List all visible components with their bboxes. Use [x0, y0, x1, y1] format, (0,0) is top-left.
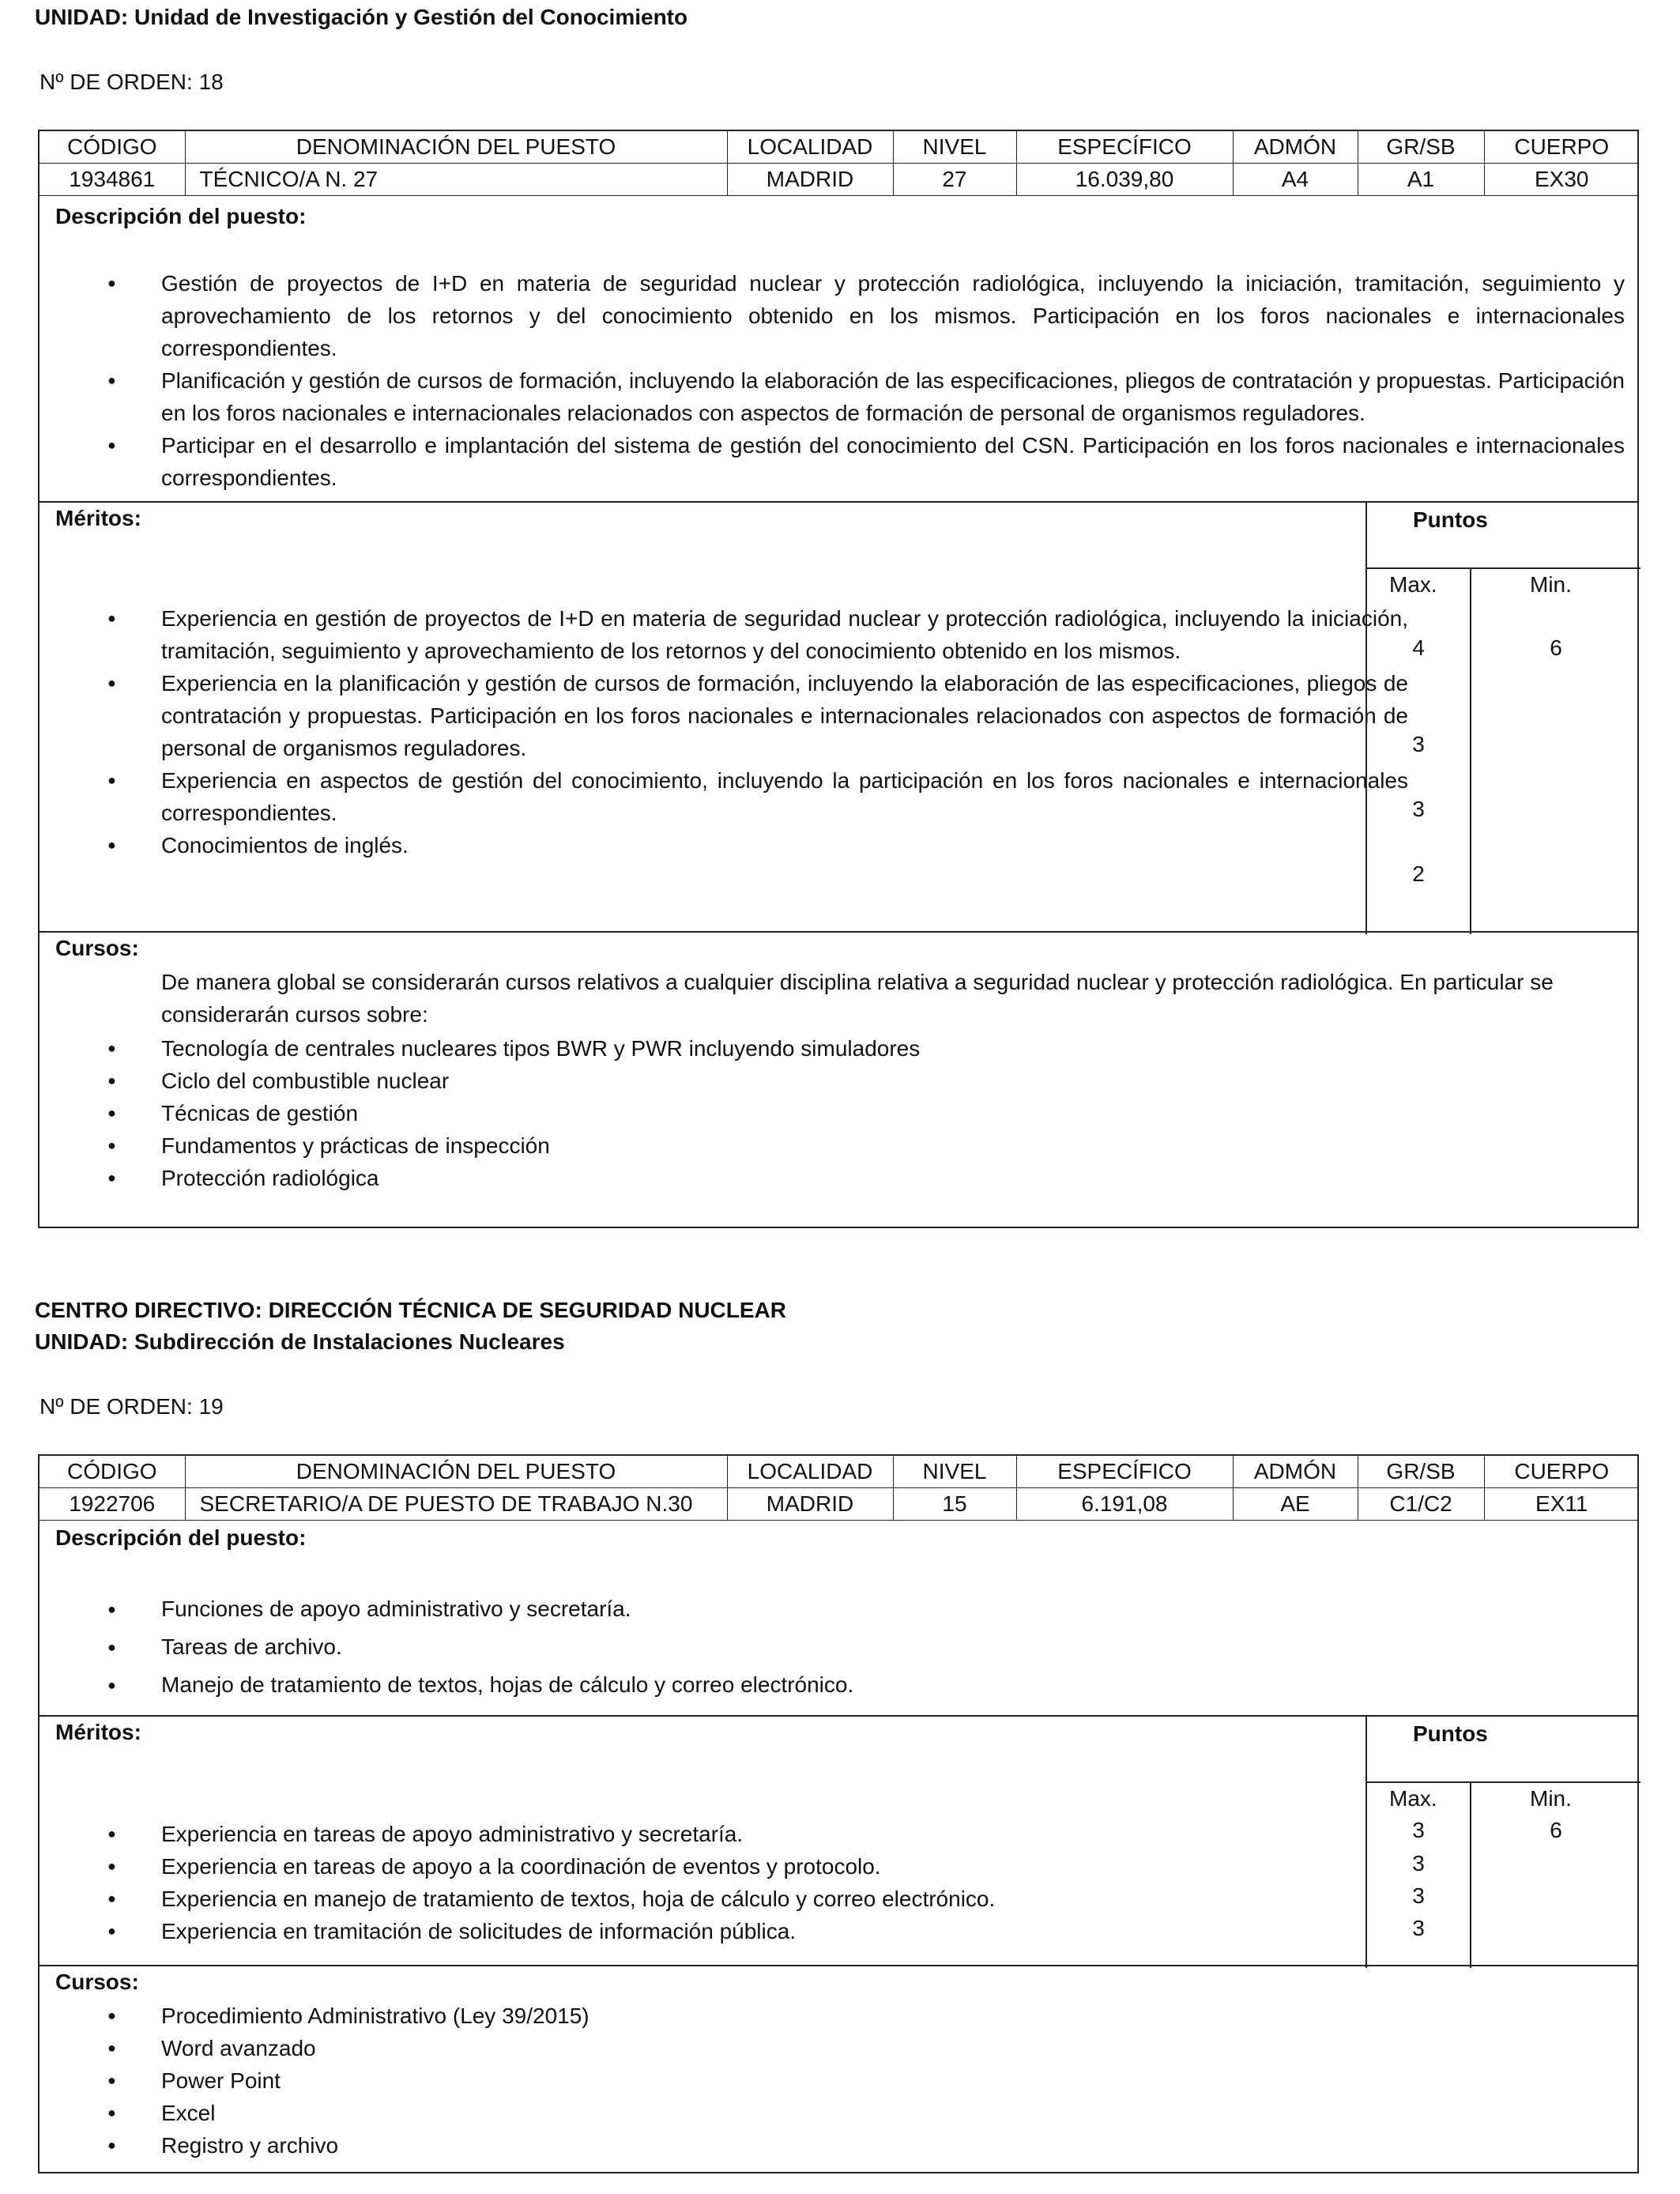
cell-grsb: A1 [1358, 164, 1484, 196]
header-codigo: CÓDIGO [40, 1456, 185, 1488]
list-item: ● Experiencia en tareas de apoyo a la coordinación de eventos y protocolo. [81, 1850, 1345, 1883]
cursos-title: Cursos: [55, 1970, 139, 1994]
list-item: ● Procedimiento Administrativo (Ley 39/2015) [81, 2000, 1582, 2032]
header-denominacion: DENOMINACIÓN DEL PUESTO [185, 131, 727, 164]
max-label: Max. [1389, 572, 1437, 597]
cell-admon: A4 [1233, 164, 1358, 196]
cell-admon: AE [1233, 1488, 1358, 1521]
list-item: ● Power Point [81, 2064, 1582, 2097]
header-cuerpo: CUERPO [1484, 1456, 1639, 1488]
max-value: 3 [1412, 1851, 1425, 1875]
list-item: ● Técnicas de gestión [81, 1097, 1582, 1129]
cell-cuerpo: EX30 [1484, 164, 1639, 196]
table-header-row [40, 1456, 1639, 1488]
header-nivel: NIVEL [893, 1456, 1016, 1488]
header-grsb: GR/SB [1358, 131, 1484, 164]
header-cuerpo: CUERPO [1484, 131, 1639, 164]
centro-name: DIRECCIÓN TÉCNICA DE SEGURIDAD NUCLEAR [268, 1298, 786, 1322]
max-value: 3 [1412, 1916, 1425, 1940]
meritos-title: Méritos: [55, 506, 141, 530]
puntos-title: Puntos [1413, 507, 1488, 532]
list-item: ● Experiencia en tramitación de solicitudes de información pública. [81, 1915, 1345, 1947]
min-label: Min. [1530, 572, 1572, 597]
list-item: ● Experiencia en gestión de proyectos de I+D en materia de seguridad nuclear y protección radiológica, incluyendo la iniciación, tramitación, seguimiento y aprovechamiento de los retornos y del conocimiento obtenido en los mismos. [81, 602, 1408, 667]
header-especifico: ESPECÍFICO [1016, 1456, 1233, 1488]
header-nivel: NIVEL [893, 131, 1016, 164]
max-value: 3 [1412, 1818, 1425, 1842]
descripcion-title-19: Descripción del puesto: [55, 1525, 307, 1550]
cell-localidad: MADRID [727, 1488, 893, 1521]
header-especifico: ESPECÍFICO [1016, 131, 1233, 164]
position-table [40, 131, 1639, 196]
cell-denominacion: TÉCNICO/A N. 27 [185, 164, 727, 196]
position-table [40, 1456, 1639, 1521]
orden-number: Nº DE ORDEN: 19 [40, 1394, 224, 1419]
cell-especifico: 6.191,08 [1016, 1488, 1233, 1521]
puntos-panel [1365, 1717, 1640, 1968]
cursos-section-18 [38, 931, 1639, 1230]
descripcion-list-18 [81, 267, 1625, 494]
puntos-title: Puntos [1413, 1721, 1488, 1746]
meritos-list [81, 602, 1408, 861]
table-row [40, 1488, 1639, 1521]
list-item: ● Experiencia en manejo de tratamiento de textos, hoja de cálculo y correo electrónico. [81, 1883, 1345, 1915]
header-denominacion: DENOMINACIÓN DEL PUESTO [185, 1456, 727, 1488]
min-value: 6 [1550, 635, 1562, 660]
header-localidad: LOCALIDAD [727, 1456, 893, 1488]
list-item: ● Gestión de proyectos de I+D en materia de seguridad nuclear y protección radiológica, incluyendo la iniciación, tramitación, seguimiento y aprovechamiento de los retornos y del conocimiento obtenido en los mismos. Participación en los foros nacionales e internacionales correspondientes. [81, 267, 1625, 364]
max-value: 4 [1412, 635, 1425, 660]
puntos-column-divider [1470, 567, 1471, 934]
cell-codigo: 1934861 [40, 164, 185, 196]
list-item: ● Experiencia en aspectos de gestión del conocimiento, incluyendo la participación en los foros nacionales e internacionales correspondientes. [81, 764, 1408, 829]
header-admon: ADMÓN [1233, 131, 1358, 164]
min-label: Min. [1530, 1786, 1572, 1811]
centro-heading [35, 1298, 786, 1323]
cell-nivel: 27 [893, 164, 1016, 196]
list-item: ● Tecnología de centrales nucleares tipos BWR y PWR incluyendo simuladores [81, 1032, 1582, 1065]
list-item: ● Funciones de apoyo administrativo y secretaría. [81, 1590, 1625, 1628]
unidad-heading [35, 5, 687, 30]
list-item: ● Planificación y gestión de cursos de formación, incluyendo la elaboración de las especificaciones, pliegos de contratación y propuestas. Participación en los foros nacionales e internacionales relacionados con aspectos de formación de personal de organismos reguladores. [81, 364, 1625, 429]
list-item: ● Registro y archivo [81, 2129, 1582, 2162]
max-value: 3 [1412, 797, 1425, 821]
list-item: ● Ciclo del combustible nuclear [81, 1065, 1582, 1097]
meritos-list [81, 1818, 1345, 1947]
puntos-column-divider [1470, 1781, 1471, 1968]
list-item: ● Tareas de archivo. [81, 1628, 1625, 1666]
puntos-divider [1367, 567, 1640, 569]
header-localidad: LOCALIDAD [727, 131, 893, 164]
cursos-section-19 [38, 1965, 1639, 2175]
cell-cuerpo: EX11 [1484, 1488, 1639, 1521]
orden-number: Nº DE ORDEN: 18 [40, 70, 224, 94]
cell-codigo: 1922706 [40, 1488, 185, 1521]
cursos-title: Cursos: [55, 936, 139, 960]
list-item: ● Word avanzado [81, 2032, 1582, 2064]
max-label: Max. [1389, 1786, 1437, 1811]
unidad-label: UNIDAD: [35, 5, 129, 29]
list-item: ● Conocimientos de inglés. [81, 829, 1408, 861]
unidad-name: Unidad de Investigación y Gestión del Conocimiento [134, 5, 688, 29]
unidad-heading-2 [35, 1329, 565, 1355]
unidad-name: Subdirección de Instalaciones Nucleares [134, 1329, 565, 1354]
table-header-row [40, 131, 1639, 164]
meritos-section-18 [38, 501, 1639, 934]
header-codigo: CÓDIGO [40, 131, 185, 164]
table-row [40, 164, 1639, 196]
cell-denominacion: SECRETARIO/A DE PUESTO DE TRABAJO N.30 [185, 1488, 727, 1521]
max-value: 2 [1412, 861, 1425, 886]
cursos-list [81, 1032, 1582, 1194]
header-admon: ADMÓN [1233, 1456, 1358, 1488]
list-item: ● Experiencia en tareas de apoyo administrativo y secretaría. [81, 1818, 1345, 1850]
centro-label: CENTRO DIRECTIVO: [35, 1298, 262, 1322]
max-value: 3 [1412, 732, 1425, 756]
cell-especifico: 16.039,80 [1016, 164, 1233, 196]
min-value: 6 [1550, 1818, 1562, 1842]
meritos-section-19 [38, 1715, 1639, 1968]
cell-localidad: MADRID [727, 164, 893, 196]
max-value: 3 [1412, 1883, 1425, 1908]
cursos-intro: De manera global se considerarán cursos relativos a cualquier disciplina relativa a seguridad nuclear y protección radiológica. En particular se considerarán cursos sobre: [161, 970, 1554, 1027]
list-item: ● Fundamentos y prácticas de inspección [81, 1129, 1582, 1162]
cell-grsb: C1/C2 [1358, 1488, 1484, 1521]
descripcion-title-18: Descripción del puesto: [55, 204, 307, 228]
list-item: ● Protección radiológica [81, 1162, 1582, 1194]
cell-nivel: 15 [893, 1488, 1016, 1521]
list-item: ● Participar en el desarrollo e implantación del sistema de gestión del conocimiento del CSN. Participación en los foros nacionales e internacionales correspondientes. [81, 429, 1625, 494]
meritos-title: Méritos: [55, 1720, 141, 1744]
puntos-panel [1365, 503, 1640, 934]
descripcion-list-19 [81, 1590, 1625, 1704]
list-item: ● Excel [81, 2097, 1582, 2129]
cursos-list [81, 2000, 1582, 2162]
list-item: ● Manejo de tratamiento de textos, hojas de cálculo y correo electrónico. [81, 1666, 1625, 1704]
list-item: ● Experiencia en la planificación y gestión de cursos de formación, incluyendo la elaboración de las especificaciones, pliegos de contratación y propuestas. Participación en los foros nacionales e internacionales relacionados con aspectos de formación de personal de organismos reguladores. [81, 667, 1408, 764]
puntos-divider [1367, 1781, 1640, 1783]
header-grsb: GR/SB [1358, 1456, 1484, 1488]
unidad-label: UNIDAD: [35, 1329, 129, 1354]
